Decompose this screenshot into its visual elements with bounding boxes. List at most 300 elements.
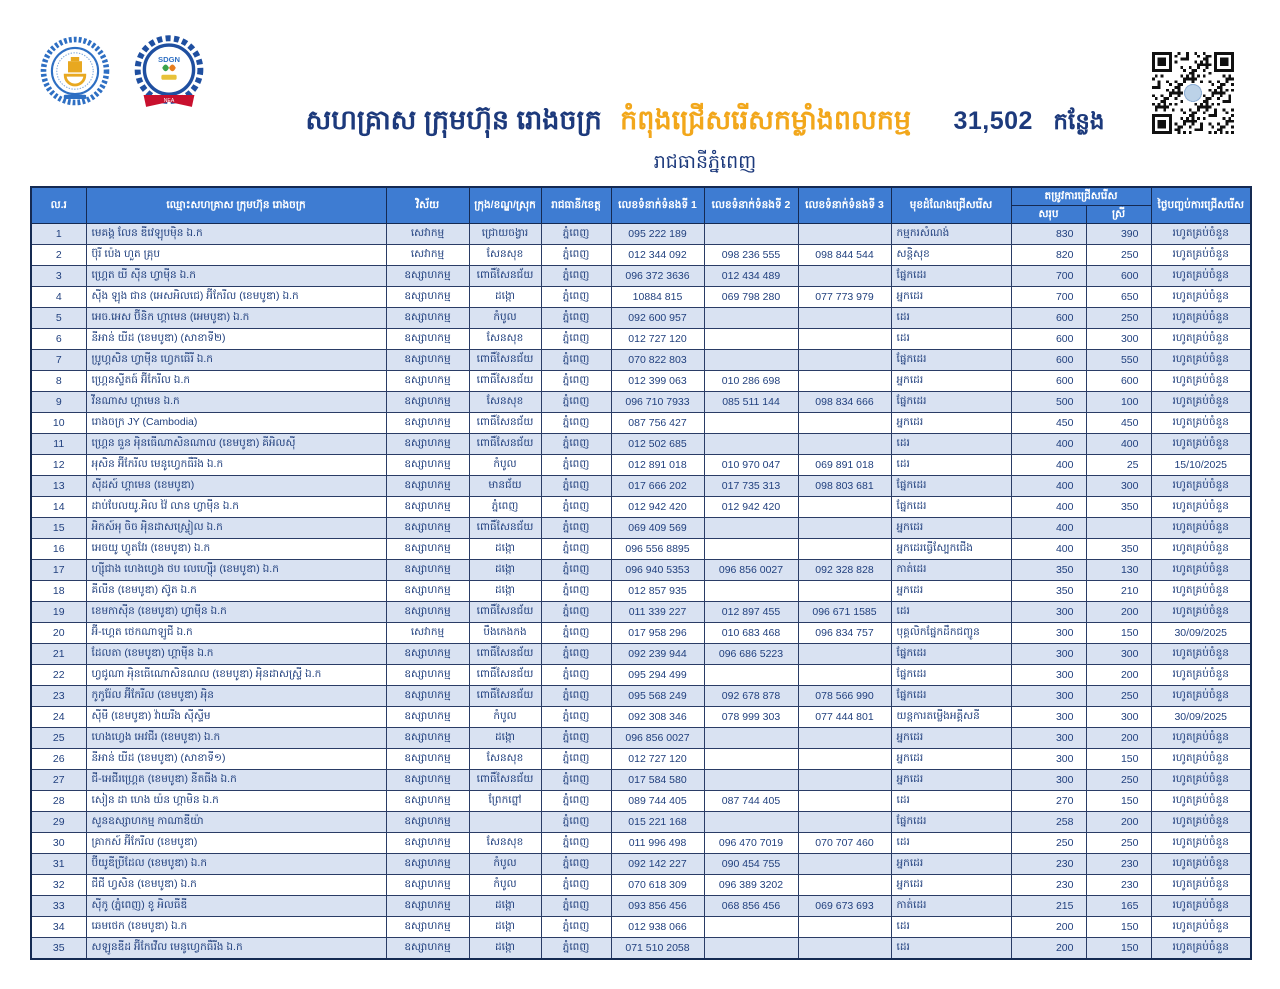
cell-province: ភ្នំពេញ [541,539,611,560]
cell-province: ភ្នំពេញ [541,392,611,413]
cell-total-needed: 400 [1011,434,1086,455]
cell-phone-2 [704,938,798,959]
cell-closing-date: រហូតគ្រប់ចំនួន [1151,329,1251,350]
cell-company-name: ប៊ីយូឌីប្រីដែល (ខេមបូឌា) ឯ.ក [86,854,386,875]
cell-phone-1: 012 727 120 [611,329,704,350]
cell-closing-date: រហូតគ្រប់ចំនួន [1151,581,1251,602]
cell-company-name: សឡូនឌីដ អ៊ីកែវើល មេនូហ្វេកធឺរីង ឯ.ក [86,938,386,959]
cell-company-name: ស៊ីង ឡុង ជាន (អេសអិលជេ) អ៊ីកែរីល (ខេមបូឌា) ឯ.ក [86,287,386,308]
cell-phone-3 [798,329,891,350]
cell-position: អ្នកដេរ [891,875,1011,896]
cell-phone-2 [704,224,798,245]
cell-province: ភ្នំពេញ [541,308,611,329]
cell-row-number: 10 [31,413,86,434]
table-row [31,623,1251,644]
cell-phone-2 [704,350,798,371]
cell-phone-2: 010 286 698 [704,371,798,392]
cell-row-number: 1 [31,224,86,245]
cell-phone-1: 012 857 935 [611,581,704,602]
col-header-company-name: ឈ្មោះសហគ្រាស ក្រុមហ៊ុន រោងចក្រ [86,187,386,224]
col-header-phone-1: លេខទំនាក់ទំនងទី 1 [611,187,704,224]
cell-phone-1: 096 372 3636 [611,266,704,287]
cell-sector: សេវាកម្ម [386,623,469,644]
cell-row-number: 29 [31,812,86,833]
table-row [31,896,1251,917]
table-row [31,434,1251,455]
cell-sector: ឧស្សាហកម្ម [386,350,469,371]
cell-district: សែនសុខ [469,329,541,350]
cell-position: អ្នកដេរ [891,854,1011,875]
cell-phone-3 [798,224,891,245]
cell-row-number: 19 [31,602,86,623]
cell-district: បឹងកេងកង [469,623,541,644]
cell-phone-2: 012 897 455 [704,602,798,623]
cell-total-needed: 230 [1011,854,1086,875]
cell-total-needed: 400 [1011,518,1086,539]
cell-row-number: 15 [31,518,86,539]
cell-company-name: រោងចក្រ JY (Cambodia) [86,413,386,434]
table-row [31,812,1251,833]
cell-closing-date: រហូតគ្រប់ចំនួន [1151,245,1251,266]
cell-row-number: 16 [31,539,86,560]
cell-phone-1: 096 556 8895 [611,539,704,560]
cell-female-needed: 450 [1086,413,1151,434]
cell-phone-3 [798,308,891,329]
cell-phone-2: 017 735 313 [704,476,798,497]
cell-row-number: 12 [31,455,86,476]
cell-female-needed: 400 [1086,434,1151,455]
cell-phone-1: 096 710 7933 [611,392,704,413]
cell-sector: ឧស្សាហកម្ម [386,749,469,770]
cell-province: ភ្នំពេញ [541,350,611,371]
cell-phone-3 [798,875,891,896]
cell-phone-3 [798,581,891,602]
cell-province: ភ្នំពេញ [541,896,611,917]
cell-phone-3: 098 834 666 [798,392,891,413]
cell-row-number: 20 [31,623,86,644]
cell-row-number: 5 [31,308,86,329]
cell-phone-2: 010 683 468 [704,623,798,644]
cell-province: ភ្នំពេញ [541,245,611,266]
cell-phone-1: 095 294 499 [611,665,704,686]
cell-district: ដង្កោ [469,896,541,917]
cell-company-name: ហ្គ្រេនស្ទីតធ៍ អ៊ីកែរីល ឯ.ក [86,371,386,392]
cell-sector: ឧស្សាហកម្ម [386,371,469,392]
table-row [31,371,1251,392]
cell-closing-date: រហូតគ្រប់ចំនួន [1151,770,1251,791]
cell-phone-3 [798,539,891,560]
table-row [31,287,1251,308]
cell-company-name: ជី-អេជីរហ្គ្រេត (ខេមបូឌា) នីតធីង ឯ.ក [86,770,386,791]
cell-company-name: អុសិន អ៊ីកែរីល មេនូហ្វេកធឺរីង ឯ.ក [86,455,386,476]
ministry-of-labour-seal-logo [40,36,110,106]
cell-phone-2 [704,728,798,749]
cell-female-needed: 200 [1086,602,1151,623]
cell-phone-1: 069 409 569 [611,518,704,539]
cell-sector: សេវាកម្ម [386,245,469,266]
cell-phone-2: 096 686 5223 [704,644,798,665]
cell-closing-date: រហូតគ្រប់ចំនួន [1151,644,1251,665]
cell-total-needed: 820 [1011,245,1086,266]
cell-sector: ឧស្សាហកម្ម [386,665,469,686]
cell-position: ផ្នែកដេរ [891,350,1011,371]
cell-female-needed: 600 [1086,266,1151,287]
table-row [31,455,1251,476]
cell-position: ដេរ [891,434,1011,455]
table-row [31,476,1251,497]
cell-province: ភ្នំពេញ [541,686,611,707]
cell-company-name: ស៊ីមី (ខេមបូឌា) វ៉ាយរីង ស៊ីស្ទីម [86,707,386,728]
cell-phone-2: 078 999 303 [704,707,798,728]
cell-province: ភ្នំពេញ [541,371,611,392]
cell-closing-date: រហូតគ្រប់ចំនួន [1151,476,1251,497]
cell-phone-2 [704,518,798,539]
cell-closing-date: 15/10/2025 [1151,455,1251,476]
col-header-phone-2: លេខទំនាក់ទំនងទី 2 [704,187,798,224]
cell-phone-1: 093 856 456 [611,896,704,917]
cell-phone-2 [704,539,798,560]
cell-phone-3: 078 566 990 [798,686,891,707]
cell-row-number: 31 [31,854,86,875]
cell-row-number: 27 [31,770,86,791]
cell-province: ភ្នំពេញ [541,812,611,833]
col-header-total: សរុប [1011,206,1086,224]
cell-district: ពោធិ៍សែនជ័យ [469,644,541,665]
cell-position: អ្នកដេរធ្វើស្បែកជើង [891,539,1011,560]
cell-female-needed: 230 [1086,875,1151,896]
cell-phone-2: 098 236 555 [704,245,798,266]
table-row [31,308,1251,329]
cell-phone-1: 011 996 498 [611,833,704,854]
cell-total-needed: 400 [1011,476,1086,497]
cell-phone-2: 096 470 7019 [704,833,798,854]
cell-province: ភ្នំពេញ [541,728,611,749]
col-header-district: ក្រុង/ខណ្ឌ/ស្រុក [469,187,541,224]
cell-female-needed: 25 [1086,455,1151,476]
cell-total-needed: 300 [1011,665,1086,686]
cell-position: សន្តិសុខ [891,245,1011,266]
cell-district: ពោធិ៍សែនជ័យ [469,665,541,686]
cell-sector: ឧស្សាហកម្ម [386,770,469,791]
cell-phone-3: 077 444 801 [798,707,891,728]
cell-total-needed: 300 [1011,623,1086,644]
cell-female-needed [1086,518,1151,539]
cell-sector: ឧស្សាហកម្ម [386,329,469,350]
cell-female-needed: 130 [1086,560,1151,581]
cell-phone-1: 092 308 346 [611,707,704,728]
cell-total-needed: 230 [1011,875,1086,896]
cell-phone-1: 012 399 063 [611,371,704,392]
cell-phone-3 [798,812,891,833]
cell-female-needed: 350 [1086,497,1151,518]
cell-phone-3 [798,854,891,875]
cell-sector: ឧស្សាហកម្ម [386,413,469,434]
cell-row-number: 17 [31,560,86,581]
cell-row-number: 11 [31,434,86,455]
cell-phone-1: 012 938 066 [611,917,704,938]
cell-female-needed: 250 [1086,245,1151,266]
col-header-position: មុខដំណែងជ្រើសរើស [891,187,1011,224]
cell-phone-3 [798,938,891,959]
cell-row-number: 7 [31,350,86,371]
cell-phone-3 [798,413,891,434]
cell-phone-1: 095 222 189 [611,224,704,245]
cell-company-name: ហេងហ្វេង អេវជីរ (ខេមបូឌា) ឯ.ក [86,728,386,749]
cell-sector: ឧស្សាហកម្ម [386,308,469,329]
cell-sector: ឧស្សាហកម្ម [386,287,469,308]
cell-phone-3 [798,497,891,518]
cell-district: ជ្រោយចង្វារ [469,224,541,245]
cell-position: ផ្នែកដេរ [891,497,1011,518]
table-row [31,686,1251,707]
cell-sector: ឧស្សាហកម្ម [386,833,469,854]
cell-total-needed: 300 [1011,749,1086,770]
cell-position: ផ្នែកដេរ [891,686,1011,707]
cell-province: ភ្នំពេញ [541,602,611,623]
title-prefix: សហគ្រាស ក្រុមហ៊ុន រោងចក្រ [305,105,602,135]
cell-sector: ឧស្សាហកម្ម [386,728,469,749]
cell-sector: ឧស្សាហកម្ម [386,686,469,707]
cell-company-name: ខេមកាស៊ីន (ខេមបូឌា) ហ្វាមុីន ឯ.ក [86,602,386,623]
cell-total-needed: 250 [1011,833,1086,854]
cell-phone-1: 092 239 944 [611,644,704,665]
cell-district: ដង្កោ [469,728,541,749]
cell-sector: ឧស្សាហកម្ម [386,812,469,833]
cell-position: កាត់ដេរ [891,896,1011,917]
cell-sector: ឧស្សាហកម្ម [386,875,469,896]
cell-district: សែនសុខ [469,833,541,854]
cell-phone-3 [798,644,891,665]
cell-district: ពោធិ៍សែនជ័យ [469,371,541,392]
cell-phone-3: 098 803 681 [798,476,891,497]
cell-province: ភ្នំពេញ [541,665,611,686]
qr-code [1152,52,1234,134]
cell-province: ភ្នំពេញ [541,938,611,959]
page-title [250,104,1160,143]
cell-closing-date: រហូតគ្រប់ចំនួន [1151,434,1251,455]
cell-province: ភ្នំពេញ [541,455,611,476]
cell-company-name: អិកស៍អុ ចិច អុិនដាសស្រ្ទៀល ឯ.ក [86,518,386,539]
cell-row-number: 25 [31,728,86,749]
cell-district: ដង្កោ [469,539,541,560]
vacancy-table [30,186,1252,960]
cell-position: ដេរ [891,329,1011,350]
cell-position: អ្នកដេរ [891,581,1011,602]
cell-female-needed: 150 [1086,917,1151,938]
cell-position: ដេរ [891,833,1011,854]
svg-text:NEA: NEA [163,97,175,104]
cell-total-needed: 400 [1011,455,1086,476]
cell-position: ផ្នែកដេរ [891,812,1011,833]
cell-closing-date: 30/09/2025 [1151,707,1251,728]
cell-phone-3: 096 834 757 [798,623,891,644]
cell-closing-date: រហូតគ្រប់ចំនួន [1151,665,1251,686]
cell-district [469,812,541,833]
cell-phone-3 [798,518,891,539]
cell-total-needed: 830 [1011,224,1086,245]
cell-phone-1: 070 618 309 [611,875,704,896]
cell-closing-date: រហូតគ្រប់ចំនួន [1151,560,1251,581]
cell-phone-2 [704,308,798,329]
cell-district: ភ្នំពេញ [469,497,541,518]
cell-closing-date: រហូតគ្រប់ចំនួន [1151,833,1251,854]
cell-company-name: គីលីន (ខេមបូឌា) ស៊ូត ឯ.ក [86,581,386,602]
cell-phone-3 [798,728,891,749]
col-header-phone-3: លេខទំនាក់ទំនងទី 3 [798,187,891,224]
cell-sector: ឧស្សាហកម្ម [386,518,469,539]
cell-closing-date: រហូតគ្រប់ចំនួន [1151,392,1251,413]
table-row [31,413,1251,434]
cell-closing-date: រហូតគ្រប់ចំនួន [1151,938,1251,959]
cell-phone-1: 017 666 202 [611,476,704,497]
cell-female-needed: 200 [1086,665,1151,686]
cell-closing-date: រហូតគ្រប់ចំនួន [1151,854,1251,875]
cell-phone-3: 092 328 828 [798,560,891,581]
cell-phone-2: 012 942 420 [704,497,798,518]
cell-female-needed: 300 [1086,329,1151,350]
cell-sector: ឧស្សាហកម្ម [386,917,469,938]
table-row [31,644,1251,665]
table-row [31,770,1251,791]
cell-company-name: សួនឧស្សាហកម្ម កាណាឌីយ៉ា [86,812,386,833]
cell-row-number: 21 [31,644,86,665]
table-row [31,917,1251,938]
cell-closing-date: រហូតគ្រប់ចំនួន [1151,413,1251,434]
cell-phone-1: 096 856 0027 [611,728,704,749]
cell-female-needed: 200 [1086,728,1151,749]
cell-total-needed: 600 [1011,371,1086,392]
vacancy-unit: កន្លែង [1053,108,1105,134]
cell-phone-2: 096 856 0027 [704,560,798,581]
cell-total-needed: 300 [1011,770,1086,791]
cell-row-number: 32 [31,875,86,896]
cell-district: កំបូល [469,455,541,476]
table-row [31,602,1251,623]
cell-phone-3: 069 891 018 [798,455,891,476]
cell-row-number: 33 [31,896,86,917]
cell-total-needed: 400 [1011,539,1086,560]
cell-district: ដង្កោ [469,287,541,308]
cell-female-needed: 250 [1086,833,1151,854]
cell-province: ភ្នំពេញ [541,707,611,728]
cell-row-number: 14 [31,497,86,518]
cell-phone-3 [798,266,891,287]
cell-total-needed: 300 [1011,728,1086,749]
cell-district: ពោធិ៍សែនជ័យ [469,770,541,791]
cell-company-name: ឆេមថេក (ខេមបូឌា) ឯ.ក [86,917,386,938]
cell-company-name: អ៊ី-ហ្គេត ថេកណាឡូជី ឯ.ក [86,623,386,644]
cell-phone-1: 011 339 227 [611,602,704,623]
cell-position: ផ្នែកដេរ [891,392,1011,413]
cell-company-name: ហ្គ្រេន ធួន អុិនធើណាសិនណាល (ខេមបូឌា) គីអិលស៊ី [86,434,386,455]
cell-row-number: 35 [31,938,86,959]
cell-sector: ឧស្សាហកម្ម [386,392,469,413]
cell-company-name: អេចយូ ហ្វូតវែរ (ខេមបូឌា) ឯ.ក [86,539,386,560]
cell-female-needed: 300 [1086,707,1151,728]
cell-female-needed: 350 [1086,539,1151,560]
table-row [31,350,1251,371]
col-header-sector: វិស័យ [386,187,469,224]
table-row [31,665,1251,686]
table-row [31,539,1251,560]
cell-closing-date: រហូតគ្រប់ចំនួន [1151,749,1251,770]
cell-closing-date: រហូតគ្រប់ចំនួន [1151,896,1251,917]
cell-position: ផ្នែកដេរ [891,644,1011,665]
table-row [31,518,1251,539]
cell-closing-date: រហូតគ្រប់ចំនួន [1151,875,1251,896]
cell-province: ភ្នំពេញ [541,833,611,854]
cell-province: ភ្នំពេញ [541,224,611,245]
cell-female-needed: 150 [1086,938,1151,959]
cell-sector: ឧស្សាហកម្ម [386,707,469,728]
cell-district: សែនសុខ [469,749,541,770]
cell-row-number: 8 [31,371,86,392]
cell-province: ភ្នំពេញ [541,749,611,770]
cell-phone-3: 096 671 1585 [798,602,891,623]
cell-position: ដេរ [891,308,1011,329]
cell-province: ភ្នំពេញ [541,476,611,497]
table-row [31,707,1251,728]
cell-phone-3 [798,665,891,686]
cell-female-needed: 300 [1086,476,1151,497]
table-row [31,581,1251,602]
cell-phone-1: 095 568 249 [611,686,704,707]
cell-district: ពោធិ៍សែនជ័យ [469,266,541,287]
cell-closing-date: រហូតគ្រប់ចំនួន [1151,728,1251,749]
cell-sector: ឧស្សាហកម្ម [386,266,469,287]
cell-district: ពោធិ៍សែនជ័យ [469,602,541,623]
cell-phone-3: 077 773 979 [798,287,891,308]
table-row [31,875,1251,896]
cell-position: អ្នកដេរ [891,770,1011,791]
cell-province: ភ្នំពេញ [541,917,611,938]
cell-row-number: 26 [31,749,86,770]
cell-sector: ឧស្សាហកម្ម [386,644,469,665]
cell-phone-2 [704,665,798,686]
cell-row-number: 18 [31,581,86,602]
cell-phone-1: 012 344 092 [611,245,704,266]
cell-total-needed: 400 [1011,497,1086,518]
cell-female-needed: 230 [1086,854,1151,875]
cell-total-needed: 600 [1011,308,1086,329]
cell-female-needed: 150 [1086,623,1151,644]
cell-phone-1: 070 822 803 [611,350,704,371]
table-row [31,224,1251,245]
cell-company-name: ជីជី ហ្វសិន (ខេមបូឌា) ឯ.ក [86,875,386,896]
cell-phone-1: 012 727 120 [611,749,704,770]
cell-row-number: 24 [31,707,86,728]
cell-closing-date: រហូតគ្រប់ចំនួន [1151,791,1251,812]
cell-position: ដេរ [891,791,1011,812]
cell-total-needed: 200 [1011,917,1086,938]
cell-phone-1: 017 584 580 [611,770,704,791]
cell-phone-2 [704,434,798,455]
table-row [31,833,1251,854]
cell-position: អ្នកដេរ [891,287,1011,308]
cell-phone-1: 012 891 018 [611,455,704,476]
cell-phone-1: 10884 815 [611,287,704,308]
cell-female-needed: 250 [1086,686,1151,707]
cell-province: ភ្នំពេញ [541,497,611,518]
cell-company-name: ដែលតា (ខេមបូឌា) ហ្គាមុីន ឯ.ក [86,644,386,665]
cell-position: ផ្នែកដេរ [891,266,1011,287]
cell-female-needed: 550 [1086,350,1151,371]
cell-company-name: ហ្វជូណា អុិនធើណោសិនណល (ខេមបូឌា) អុិនដាសស្រ្ទី ឯ.ក [86,665,386,686]
cell-company-name: អេច.អេស ប៊ីនិក ហ្គាមេន (អេមបូឌា) ឯ.ក [86,308,386,329]
cell-female-needed: 300 [1086,644,1151,665]
cell-total-needed: 215 [1011,896,1086,917]
cell-phone-2 [704,917,798,938]
